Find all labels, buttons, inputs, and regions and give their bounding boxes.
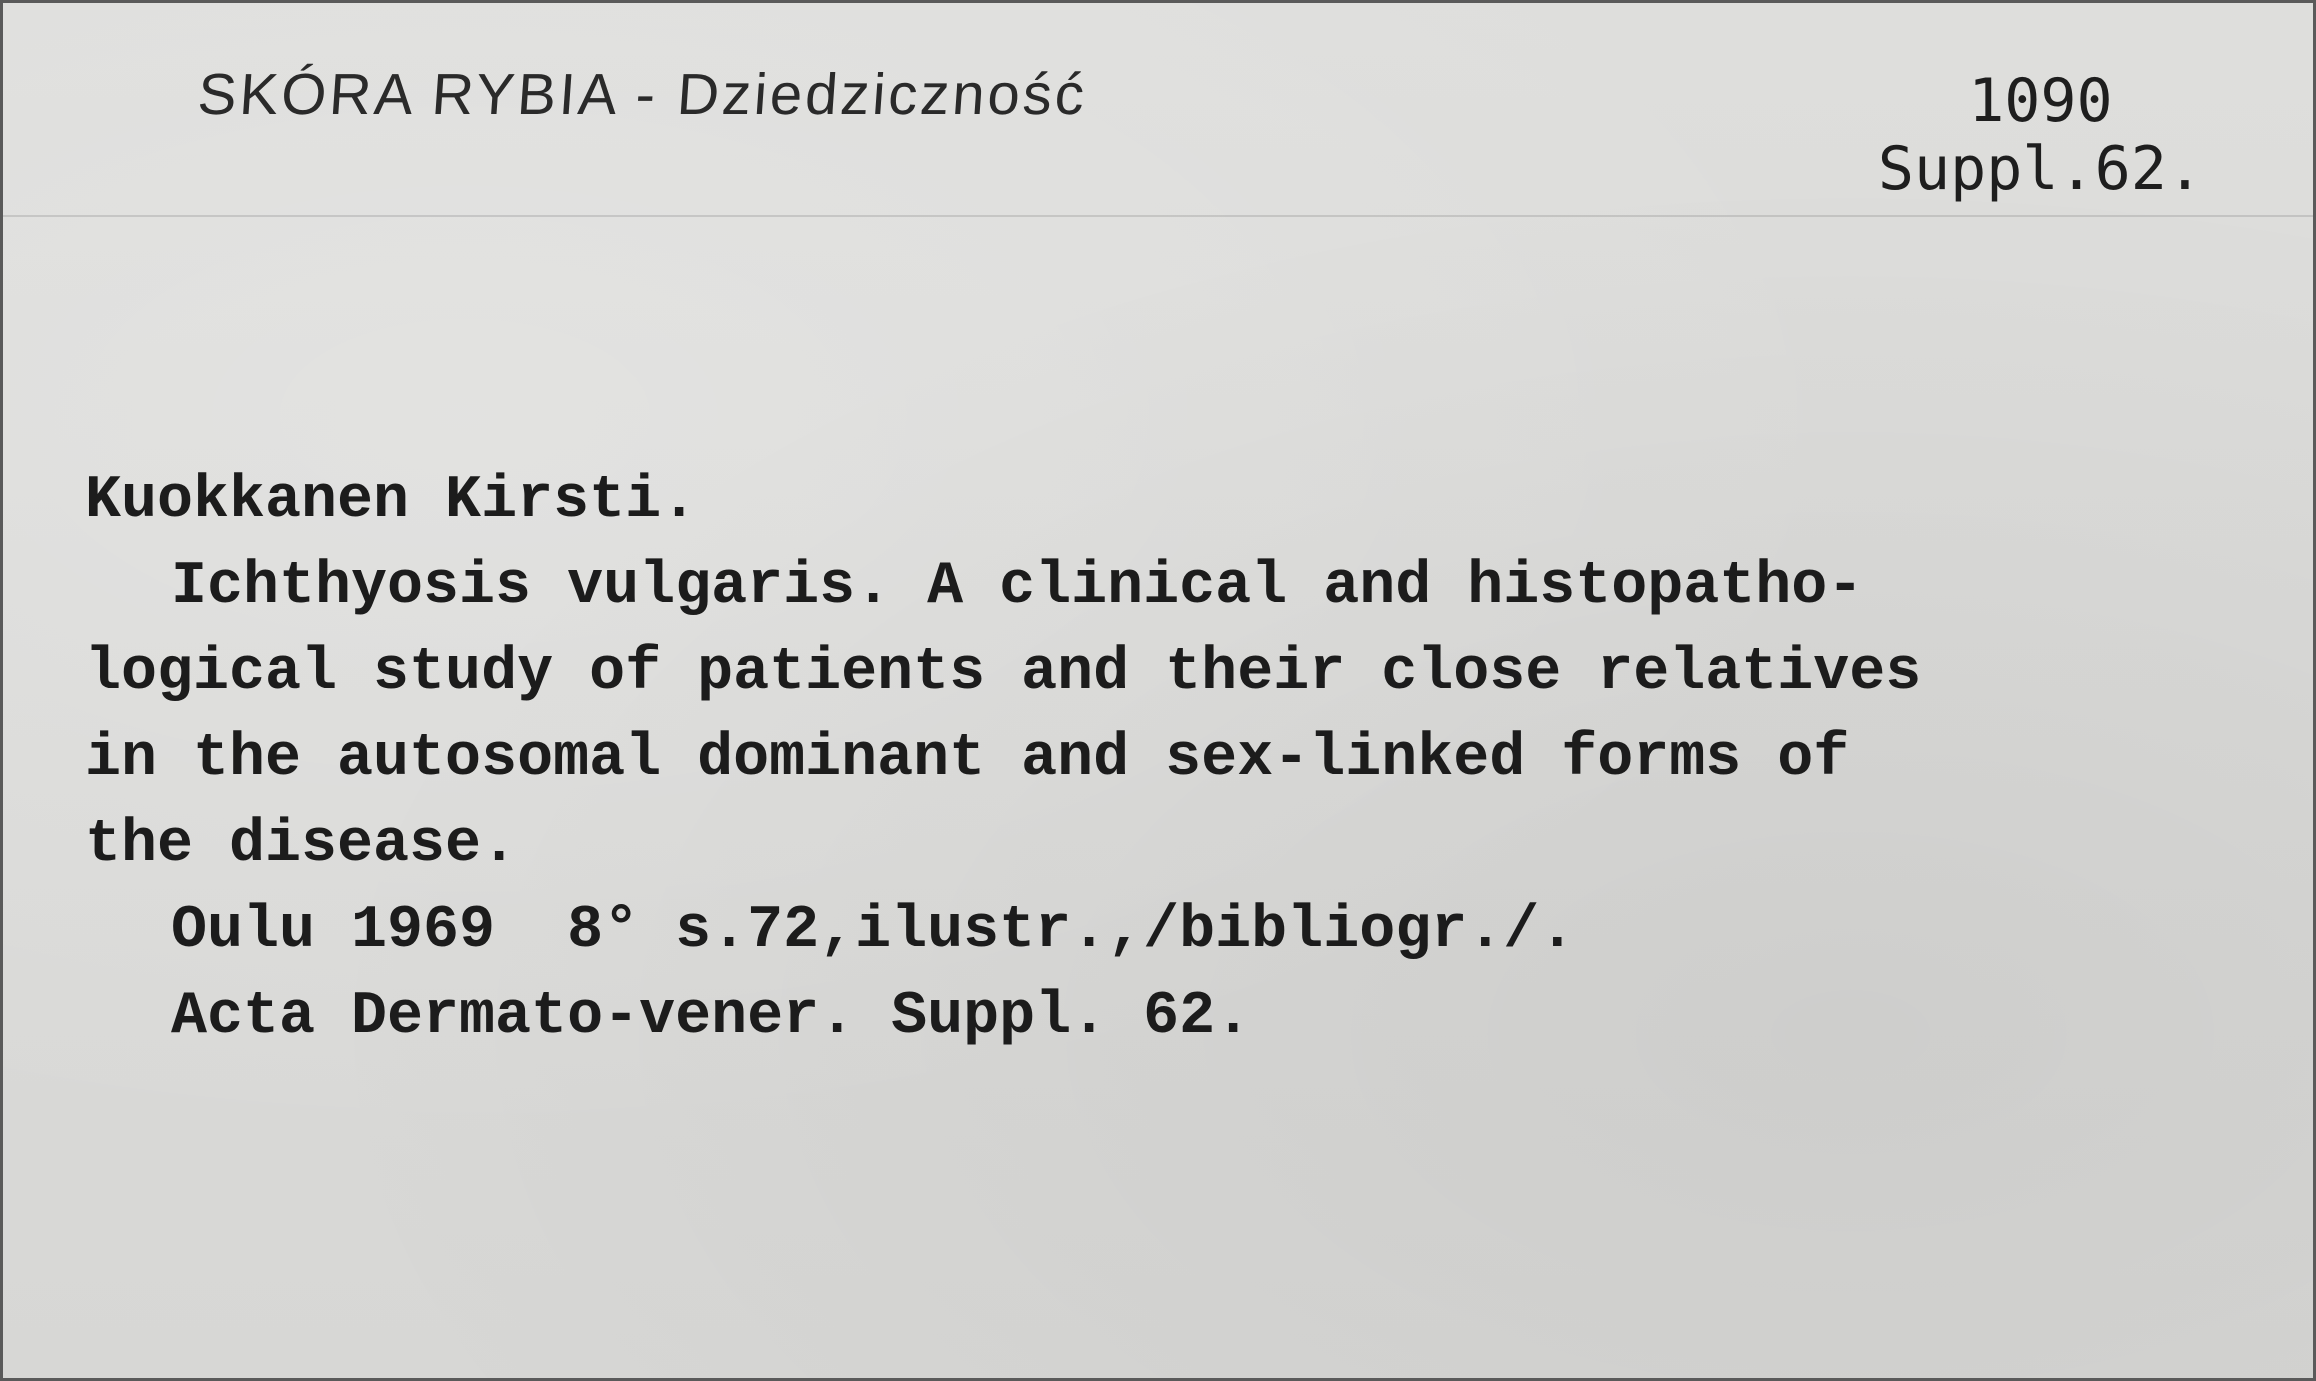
call-number-series: Suppl.62. (1877, 134, 2203, 204)
ruled-line (3, 215, 2313, 217)
author-line: Kuokkanen Kirsti. (85, 467, 698, 535)
subject-heading: SKÓRA RYBIA - Dziedziczność (195, 62, 1090, 127)
entry-body (85, 458, 2235, 1060)
title-line: Ichthyosis vulgaris. A clinical and histopatho- (171, 553, 1864, 621)
call-number-value: 1090 (1968, 66, 2113, 136)
series-note-line: Acta Dermato-vener. Suppl. 62. (171, 983, 1252, 1051)
title-line: the disease. (85, 811, 518, 879)
imprint-line: Oulu 1969 8° s.72,ilustr.,/bibliogr./. (171, 897, 1576, 965)
title-line: logical study of patients and their close relatives (85, 639, 1922, 707)
call-number (1878, 67, 2203, 203)
title-line: in the autosomal dominant and sex-linked forms of (85, 725, 1850, 793)
